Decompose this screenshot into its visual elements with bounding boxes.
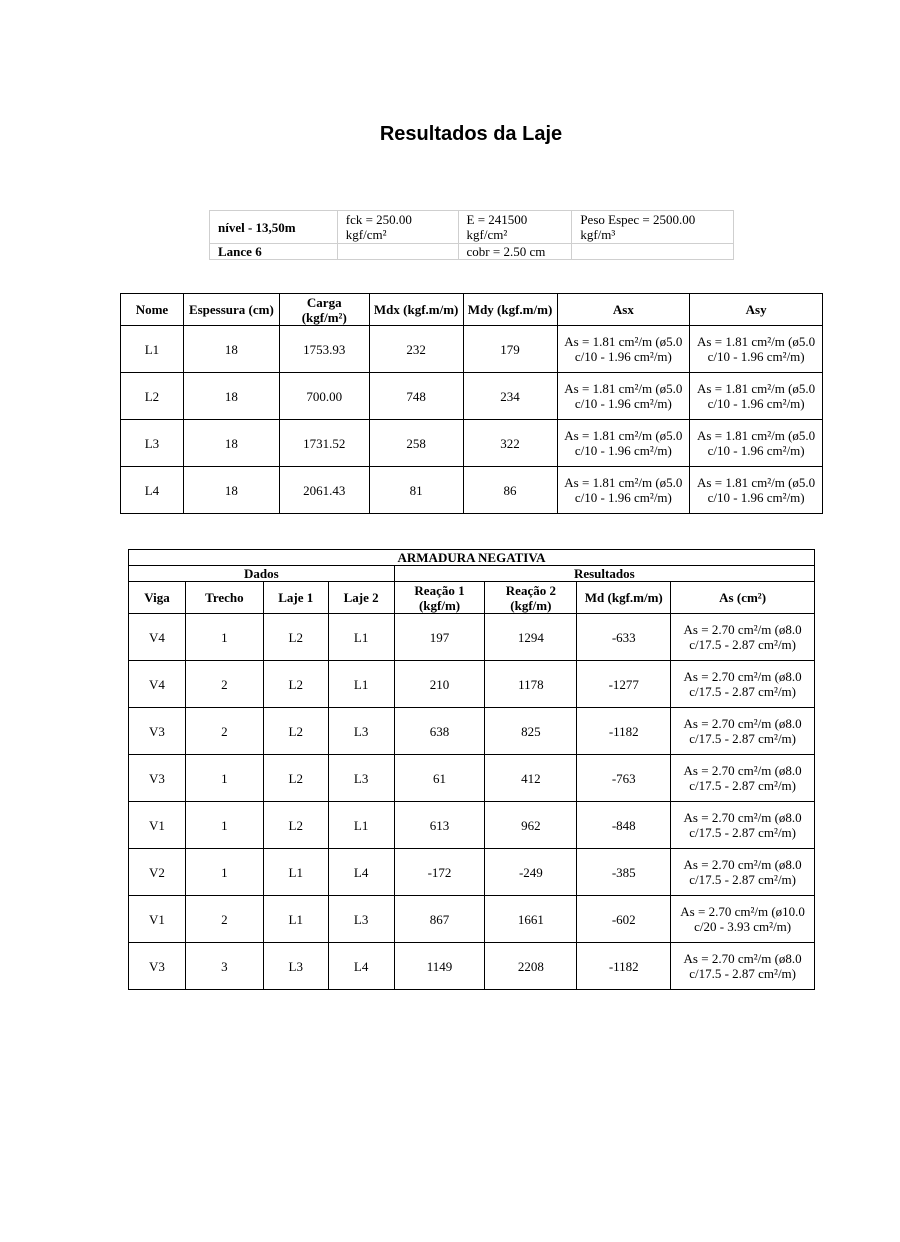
table-cell: 2061.43 — [279, 467, 369, 514]
table-cell: As = 2.70 cm²/m (ø8.0 c/17.5 - 2.87 cm²/m) — [671, 614, 815, 661]
table-cell: -848 — [577, 802, 671, 849]
table-cell: 81 — [369, 467, 463, 514]
info-table — [209, 210, 734, 260]
table-cell: 2208 — [485, 943, 577, 990]
table-cell: 322 — [463, 420, 557, 467]
table-cell: 1 — [185, 614, 263, 661]
table-cell: L2 — [263, 708, 328, 755]
table-cell: L1 — [263, 896, 328, 943]
column-header: Espessura (cm) — [183, 294, 279, 326]
table-cell: As = 2.70 cm²/m (ø8.0 c/17.5 - 2.87 cm²/m) — [671, 802, 815, 849]
table-row — [129, 614, 815, 661]
table-cell: 258 — [369, 420, 463, 467]
table-cell: As = 1.81 cm²/m (ø5.0 c/10 - 1.96 cm²/m) — [557, 326, 690, 373]
table-cell: V3 — [129, 943, 186, 990]
cobr-value: cobr = 2.50 cm — [458, 244, 572, 260]
table-cell: -385 — [577, 849, 671, 896]
table-cell: 700.00 — [279, 373, 369, 420]
table-cell: 3 — [185, 943, 263, 990]
lance-label: Lance 6 — [210, 244, 338, 260]
table-cell: 179 — [463, 326, 557, 373]
group-resultados: Resultados — [394, 566, 814, 582]
armadura-negativa-title: ARMADURA NEGATIVA — [129, 550, 815, 566]
table-cell: L4 — [328, 849, 394, 896]
table-cell: 18 — [183, 420, 279, 467]
table-cell: -1182 — [577, 708, 671, 755]
table-cell: -249 — [485, 849, 577, 896]
page-title: Resultados da Laje — [379, 123, 563, 145]
table-cell: L3 — [263, 943, 328, 990]
table-cell: 18 — [183, 326, 279, 373]
table-cell: 1149 — [394, 943, 485, 990]
table-row — [129, 943, 815, 990]
table-cell: L1 — [328, 802, 394, 849]
table-cell: 1294 — [485, 614, 577, 661]
table-cell: 210 — [394, 661, 485, 708]
table-row — [129, 802, 815, 849]
table-cell: 2 — [185, 896, 263, 943]
table-cell: V1 — [129, 802, 186, 849]
table-cell: 197 — [394, 614, 485, 661]
table-cell: -602 — [577, 896, 671, 943]
table-row — [129, 896, 815, 943]
table-cell: -1277 — [577, 661, 671, 708]
table-cell: 234 — [463, 373, 557, 420]
table-cell: As = 1.81 cm²/m (ø5.0 c/10 - 1.96 cm²/m) — [690, 326, 823, 373]
table-cell: 1661 — [485, 896, 577, 943]
column-header: Reação 1 (kgf/m) — [394, 582, 485, 614]
table-cell: L2 — [263, 802, 328, 849]
empty-cell — [337, 244, 458, 260]
table-cell: 232 — [369, 326, 463, 373]
table-cell: 1753.93 — [279, 326, 369, 373]
table-cell: 2 — [185, 708, 263, 755]
table-cell: 638 — [394, 708, 485, 755]
column-header: Nome — [121, 294, 184, 326]
table-row — [121, 326, 823, 373]
table-cell: L2 — [263, 661, 328, 708]
column-header: Asx — [557, 294, 690, 326]
table-cell: 61 — [394, 755, 485, 802]
column-header: Carga (kgf/m²) — [279, 294, 369, 326]
table-row — [129, 708, 815, 755]
table-cell: As = 1.81 cm²/m (ø5.0 c/10 - 1.96 cm²/m) — [690, 420, 823, 467]
table-row — [121, 373, 823, 420]
lajes-table — [120, 293, 823, 514]
table-cell: L4 — [121, 467, 184, 514]
table-cell: L4 — [328, 943, 394, 990]
table-cell: 1 — [185, 755, 263, 802]
table-cell: As = 2.70 cm²/m (ø8.0 c/17.5 - 2.87 cm²/m) — [671, 708, 815, 755]
table-cell: L2 — [263, 614, 328, 661]
table-cell: L1 — [328, 614, 394, 661]
table-cell: 613 — [394, 802, 485, 849]
column-header: Trecho — [185, 582, 263, 614]
peso-value: Peso Espec = 2500.00 kgf/m³ — [572, 211, 734, 244]
table-cell: 1178 — [485, 661, 577, 708]
table-cell: L3 — [328, 755, 394, 802]
column-header: Laje 2 — [328, 582, 394, 614]
column-header: Mdx (kgf.m/m) — [369, 294, 463, 326]
column-header: Laje 1 — [263, 582, 328, 614]
table-cell: L2 — [121, 373, 184, 420]
table-cell: L3 — [328, 708, 394, 755]
table-cell: L1 — [121, 326, 184, 373]
table-cell: 748 — [369, 373, 463, 420]
column-header: Mdy (kgf.m/m) — [463, 294, 557, 326]
table-cell: -763 — [577, 755, 671, 802]
column-header: Reação 2 (kgf/m) — [485, 582, 577, 614]
table-cell: V1 — [129, 896, 186, 943]
table-cell: L3 — [328, 896, 394, 943]
nivel-label: nível - 13,50m — [210, 211, 338, 244]
table-cell: As = 1.81 cm²/m (ø5.0 c/10 - 1.96 cm²/m) — [557, 373, 690, 420]
table-cell: As = 2.70 cm²/m (ø8.0 c/17.5 - 2.87 cm²/m) — [671, 943, 815, 990]
table-cell: -1182 — [577, 943, 671, 990]
table-cell: V2 — [129, 849, 186, 896]
table-cell: 18 — [183, 467, 279, 514]
table-cell: 962 — [485, 802, 577, 849]
table-cell: As = 1.81 cm²/m (ø5.0 c/10 - 1.96 cm²/m) — [690, 373, 823, 420]
table-cell: 1731.52 — [279, 420, 369, 467]
table-cell: 825 — [485, 708, 577, 755]
table-cell: L1 — [328, 661, 394, 708]
table-cell: As = 2.70 cm²/m (ø10.0 c/20 - 3.93 cm²/m) — [671, 896, 815, 943]
table-cell: -633 — [577, 614, 671, 661]
table-cell: 86 — [463, 467, 557, 514]
empty-cell — [572, 244, 734, 260]
column-header: Viga — [129, 582, 186, 614]
table-cell: As = 2.70 cm²/m (ø8.0 c/17.5 - 2.87 cm²/m) — [671, 661, 815, 708]
table-cell: 18 — [183, 373, 279, 420]
column-header: Md (kgf.m/m) — [577, 582, 671, 614]
table-cell: As = 1.81 cm²/m (ø5.0 c/10 - 1.96 cm²/m) — [557, 420, 690, 467]
armadura-negativa-table — [128, 549, 815, 990]
fck-value: fck = 250.00 kgf/cm² — [337, 211, 458, 244]
table-row — [121, 420, 823, 467]
table-cell: As = 1.81 cm²/m (ø5.0 c/10 - 1.96 cm²/m) — [557, 467, 690, 514]
table-cell: 1 — [185, 849, 263, 896]
table-cell: L1 — [263, 849, 328, 896]
column-header: Asy — [690, 294, 823, 326]
table-cell: L3 — [121, 420, 184, 467]
table-row — [129, 755, 815, 802]
table-cell: 412 — [485, 755, 577, 802]
table-cell: L2 — [263, 755, 328, 802]
table-row — [121, 467, 823, 514]
table-cell: 1 — [185, 802, 263, 849]
table-cell: 2 — [185, 661, 263, 708]
table-cell: As = 1.81 cm²/m (ø5.0 c/10 - 1.96 cm²/m) — [690, 467, 823, 514]
table-cell: V4 — [129, 614, 186, 661]
table-cell: V4 — [129, 661, 186, 708]
table-cell: As = 2.70 cm²/m (ø8.0 c/17.5 - 2.87 cm²/m) — [671, 755, 815, 802]
table-cell: 867 — [394, 896, 485, 943]
table-cell: V3 — [129, 708, 186, 755]
table-cell: -172 — [394, 849, 485, 896]
table-cell: As = 2.70 cm²/m (ø8.0 c/17.5 - 2.87 cm²/m) — [671, 849, 815, 896]
table-cell: V3 — [129, 755, 186, 802]
table-row — [129, 849, 815, 896]
column-header: As (cm²) — [671, 582, 815, 614]
e-value: E = 241500 kgf/cm² — [458, 211, 572, 244]
group-dados: Dados — [129, 566, 395, 582]
table-row — [129, 661, 815, 708]
